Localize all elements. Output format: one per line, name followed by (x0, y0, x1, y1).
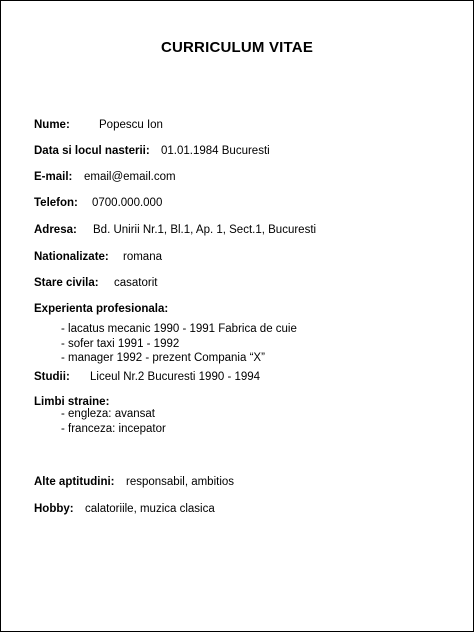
field-label: Data si locul nasterii: (34, 145, 150, 157)
field-label: Stare civila: (34, 277, 99, 289)
section-experienta (34, 302, 168, 316)
field-value: romana (123, 251, 162, 263)
field-value: 01.01.1984 Bucuresti (161, 145, 270, 157)
field-stare-civila (34, 276, 158, 290)
field-value: responsabil, ambitios (126, 476, 235, 488)
field-value: Liceul Nr.2 Bucuresti 1990 - 1994 (90, 371, 261, 383)
experienta-list (61, 322, 297, 366)
field-telefon (34, 196, 163, 210)
document-title: CURRICULUM VITAE (160, 39, 314, 56)
field-data-nasterii (34, 144, 270, 158)
field-label: Adresa: (34, 224, 77, 236)
field-alte-aptitudini (34, 475, 235, 489)
field-label: Alte aptitudini: (34, 476, 115, 488)
field-label: Studii: (34, 371, 70, 383)
field-studii (34, 370, 261, 384)
field-hobby (34, 502, 215, 516)
field-email (34, 170, 176, 184)
field-value: calatoriile, muzica clasica (85, 503, 215, 515)
field-label: Hobby: (34, 503, 74, 515)
field-value: 0700.000.000 (92, 197, 163, 209)
list-item: - engleza: avansat (61, 408, 155, 420)
field-value: casatorit (114, 277, 158, 289)
field-label: Telefon: (34, 197, 78, 209)
list-item: - manager 1992 - prezent Compania “X” (61, 352, 265, 364)
limbi-list (61, 407, 166, 436)
field-label: Nume: (34, 119, 70, 131)
field-nume (34, 118, 163, 132)
section-heading: Limbi straine: (34, 396, 110, 408)
field-adresa (34, 223, 317, 237)
list-item: - franceza: incepator (61, 422, 166, 435)
section-heading: Experienta profesionala: (34, 303, 169, 315)
field-nationalitate (34, 250, 162, 264)
field-value: Bd. Unirii Nr.1, Bl.1, Ap. 1, Sect.1, Bucuresti (93, 224, 317, 236)
list-item: - sofer taxi 1991 - 1992 (61, 337, 180, 350)
field-label: E-mail: (34, 171, 73, 183)
field-value: Popescu Ion (99, 119, 163, 131)
field-label: Nationalizate: (34, 251, 109, 263)
field-value: email@email.com (84, 171, 176, 183)
list-item: - lacatus mecanic 1990 - 1991 Fabrica de cuie (61, 323, 297, 335)
